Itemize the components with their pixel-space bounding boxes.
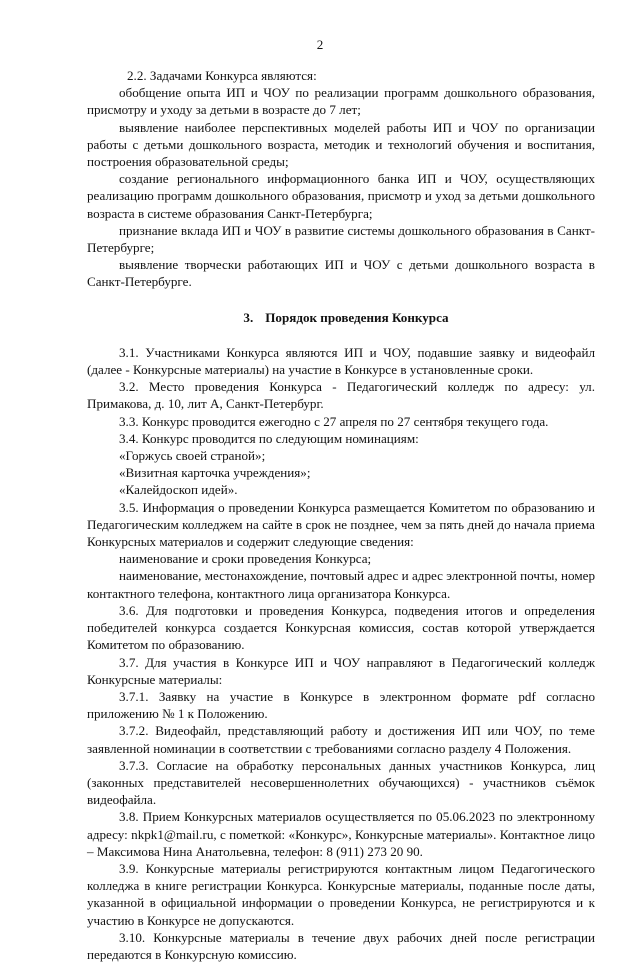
task-item: создание регионального информационного банка ИП и ЧОУ, осуществляющих реализацию программ дошкольного образования, присмотр и уход за детьми дошкольного возраста в системе образования Санкт-Петербурга; — [87, 171, 595, 221]
paragraph: 3.5. Информация о проведении Конкурса размещается Комитетом по образованию и Педагогическим колледжем на сайте в срок не позднее, чем за пять дней до начала приема Конкурсных материалов и содержит следующие сведения: — [87, 499, 595, 550]
task-item: выявление творчески работающих ИП и ЧОУ с детьми дошкольного возраста в Санкт-Петербурге. — [87, 257, 595, 290]
paragraph: 3.2. Место проведения Конкурса - Педагогический колледж по адресу: ул. Примакова, д. 10, лит А, Санкт-Петербург. — [87, 379, 595, 412]
paragraph: 3.6. Для подготовки и проведения Конкурса, подведения итогов и определения победителей конкурса создается Конкурсная комиссия, состав которой утверждается Комитетом по образованию. — [87, 602, 595, 653]
nomination-item: «Горжусь своей страной»; — [119, 448, 266, 464]
paragraph: 3.3. Конкурс проводится ежегодно с 27 апреля по 27 сентября текущего года. — [119, 413, 549, 429]
paragraph: наименование, местонахождение, почтовый адрес и адрес электронной почты, номер контактного телефона, контактного лица организатора Конкурса. — [87, 568, 595, 601]
page-number: 2 — [316, 37, 324, 52]
task-item: обобщение опыта ИП и ЧОУ по реализации программ дошкольного образования, присмотру и уходу за детьми в возрасте до 7 лет; — [87, 85, 595, 118]
paragraph: 3.9. Конкурсные материалы регистрируются контактным лицом Педагогического колледжа в книге регистрации Конкурса. Конкурсные материалы, поданные после даты, указанной в официальной информации о проведении Конкурса, не регистрируются и к участию в Конкурсе не допускаются. — [87, 860, 595, 928]
paragraph: 3.7.1. Заявку на участие в Конкурсе в электронном формате pdf согласно приложению № 1 к Положению. — [87, 688, 595, 722]
section-heading — [87, 309, 595, 326]
task-item: выявление наиболее перспективных моделей работы ИП и ЧОУ по организации работы с детьми дошкольного возраста, методик и технологий обучения и воспитания, построения образовательной среды; — [87, 119, 595, 170]
nomination-item: «Визитная карточка учреждения»; — [119, 465, 311, 481]
paragraph: 3.10. Конкурсные материалы в течение двух рабочих дней после регистрации передаются в Конкурсную комиссию. — [87, 929, 595, 962]
paragraph: 3.8. Прием Конкурсных материалов осуществляется по 05.06.2023 по электронному адресу: nkpk1@mail.ru, с пометкой: «Конкурс», Конкурсные материалы». Контактное лицо – Максимова Нина Анатольевна, телефон: 8 (911) 273 20 90. — [87, 809, 595, 859]
paragraph: 3.1. Участниками Конкурса являются ИП и ЧОУ, подавшие заявку и видеофайл (далее - Конкурсные материалы) на участие в Конкурсе в установленные сроки. — [87, 344, 595, 378]
section-title: Порядок проведения Конкурса — [265, 309, 449, 325]
paragraph: наименование и сроки проведения Конкурса; — [119, 551, 372, 567]
tasks-title: 2.2. Задачами Конкурса являются: — [127, 68, 317, 83]
document-body — [87, 67, 595, 963]
paragraph: 3.7.3. Согласие на обработку персональных данных участников Конкурса, лиц (законных представителей несовершеннолетних обучающихся) - участников съёмок видеофайла. — [87, 757, 595, 808]
paragraph: 3.4. Конкурс проводится по следующим номинациям: — [119, 430, 419, 446]
task-item: признание вклада ИП и ЧОУ в развитие системы дошкольного образования в Санкт-Петербурге; — [87, 222, 595, 256]
nomination-item: «Калейдоскоп идей». — [119, 482, 238, 498]
section-number: 3. — [243, 309, 254, 325]
paragraph: 3.7. Для участия в Конкурсе ИП и ЧОУ направляют в Педагогический колледж Конкурсные материалы: — [87, 654, 595, 687]
paragraph: 3.7.2. Видеофайл, представляющий работу и достижения ИП или ЧОУ, по теме заявленной номинации в соответствии с требованиями согласно разделу 4 Положения. — [87, 723, 595, 756]
